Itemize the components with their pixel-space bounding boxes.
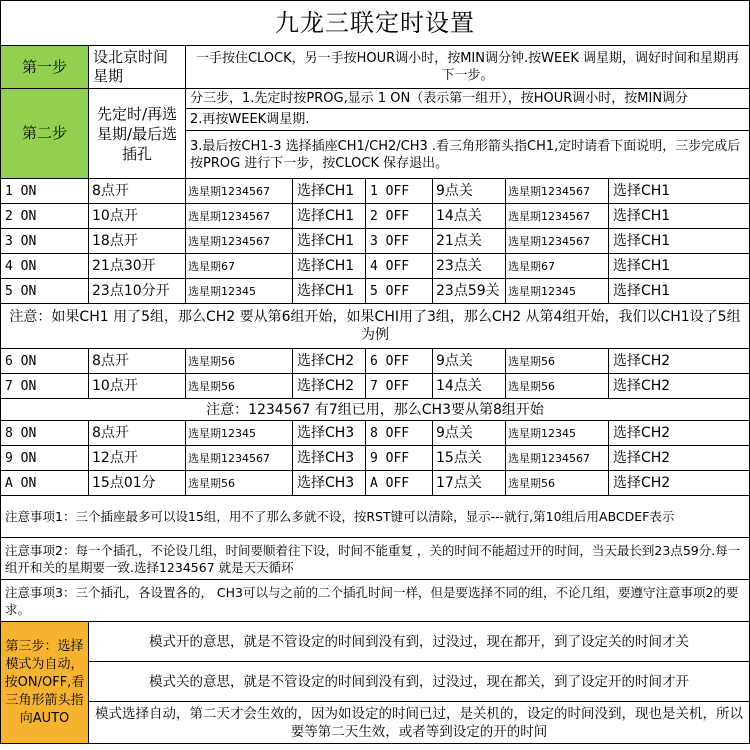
timer-groups-ch2 [1, 349, 750, 399]
timer-group-row [1, 421, 750, 446]
on-time: 12点开 [89, 446, 186, 471]
off-channel: 选择CH2 [609, 446, 750, 471]
group-on-label: 1 ON [1, 179, 89, 204]
off-weekdays: 选星期56 [506, 471, 609, 496]
note-ch3-section [1, 399, 750, 421]
on-time: 8点开 [89, 179, 186, 204]
group-off-label: 5 OFF [366, 279, 433, 304]
off-weekdays: 选星期1234567 [506, 229, 609, 254]
group-on-label: A ON [1, 471, 89, 496]
group-off-label: 7 OFF [366, 374, 433, 399]
group-off-label: 4 OFF [366, 254, 433, 279]
timer-group-row [1, 229, 750, 254]
off-weekdays: 选星期67 [506, 254, 609, 279]
note-item-3: 注意事项3：三个插孔，各设置各的， CH3可以与之前的二个插孔时间一样，但是要选择不同的组，不论几组，要遵守注意事项2的要求。 [1, 580, 750, 622]
step3-row-2 [1, 662, 750, 702]
group-on-label: 5 ON [1, 279, 89, 304]
off-time: 14点关 [433, 374, 506, 399]
mode-auto-explanation: 模式选择自动，第二天才会生效的，因为如设定的时间已过，是关机的，设定的时间没到，现也是关机，所以要等第二天生效，或者等到设定的开的时间 [89, 702, 750, 744]
off-time: 9点关 [433, 349, 506, 374]
timer-groups-ch3 [1, 421, 750, 496]
on-channel: 选择CH3 [293, 421, 366, 446]
off-time: 23点关 [433, 254, 506, 279]
group-off-label: 1 OFF [366, 179, 433, 204]
page-title: 九龙三联定时设置 [1, 1, 750, 46]
on-weekdays: 选星期1234567 [186, 446, 293, 471]
on-channel: 选择CH3 [293, 446, 366, 471]
note-ch2-section [1, 304, 750, 349]
mode-off-explanation: 模式关的意思，就是不管设定的时间到没有到，过没过，现在都关，到了设定开的时间才开 [89, 662, 750, 702]
on-time: 10点开 [89, 374, 186, 399]
timer-group-row [1, 204, 750, 229]
group-on-label: 3 ON [1, 229, 89, 254]
on-weekdays: 选星期56 [186, 349, 293, 374]
on-time: 21点30开 [89, 254, 186, 279]
step2-row-1 [1, 89, 750, 109]
group-off-label: 3 OFF [366, 229, 433, 254]
on-time: 18点开 [89, 229, 186, 254]
note-row-2 [1, 538, 750, 580]
on-channel: 选择CH1 [293, 204, 366, 229]
off-weekdays: 选星期1234567 [506, 204, 609, 229]
off-time: 23点59关 [433, 279, 506, 304]
off-channel: 选择CH2 [609, 374, 750, 399]
on-weekdays: 选星期1234567 [186, 179, 293, 204]
off-time: 9点关 [433, 179, 506, 204]
off-time: 21点关 [433, 229, 506, 254]
on-weekdays: 选星期67 [186, 254, 293, 279]
off-time: 17点关 [433, 471, 506, 496]
on-weekdays: 选星期56 [186, 374, 293, 399]
group-off-label: A OFF [366, 471, 433, 496]
group-on-label: 8 ON [1, 421, 89, 446]
timer-group-row [1, 254, 750, 279]
group-on-label: 7 ON [1, 374, 89, 399]
on-weekdays: 选星期12345 [186, 421, 293, 446]
step2-line-3: 3.最后按CH1-3 选择插座CH1/CH2/CH3 .看三角形箭头指CH1,定时请看下面说明，三步完成后按PROG 进行下一步，按CLOCK 保存退出。 [186, 131, 750, 179]
off-time: 9点关 [433, 421, 506, 446]
note-row-3 [1, 580, 750, 622]
on-time: 8点开 [89, 421, 186, 446]
step2-line-2: 2.再按WEEK调星期. [186, 109, 750, 131]
step1-description: 一手按住CLOCK，另一手按HOUR调小时，按MIN调分钟.按WEEK 调星期，调好时间和星期再下一步。 [186, 46, 750, 89]
off-channel: 选择CH1 [609, 279, 750, 304]
note-ch2-row [1, 304, 750, 349]
step3-label: 第三步：选择模式为自动，按ON/OFF,看三角形箭头指向AUTO [1, 622, 89, 744]
step3-row-1 [1, 622, 750, 662]
on-channel: 选择CH3 [293, 471, 366, 496]
off-time: 15点关 [433, 446, 506, 471]
group-on-label: 4 ON [1, 254, 89, 279]
off-time: 14点关 [433, 204, 506, 229]
step3-row-3 [1, 702, 750, 744]
step2-line-1: 分三步，1.先定时按PROG,显示 1 ON（表示第一组开），按HOUR调小时，按MIN调分 [186, 89, 750, 109]
mode-on-explanation: 模式开的意思，就是不管设定的时间到没有到，过没过，现在都开，到了设定关的时间才关 [89, 622, 750, 662]
off-channel: 选择CH2 [609, 349, 750, 374]
on-time: 8点开 [89, 349, 186, 374]
on-weekdays: 选星期12345 [186, 279, 293, 304]
group-on-label: 6 ON [1, 349, 89, 374]
group-on-label: 2 ON [1, 204, 89, 229]
step1-row [1, 46, 750, 89]
group-off-label: 8 OFF [366, 421, 433, 446]
group-off-label: 9 OFF [366, 446, 433, 471]
header-section [1, 1, 750, 179]
group-off-label: 6 OFF [366, 349, 433, 374]
off-weekdays: 选星期12345 [506, 279, 609, 304]
note-row-1 [1, 496, 750, 538]
note-item-1: 注意事项1：三个插座最多可以设15组，用不了那么多就不设，按RST键可以清除，显示---就行,第10组后用ABCDEF表示 [1, 496, 750, 538]
timer-group-row [1, 471, 750, 496]
timer-group-row [1, 279, 750, 304]
on-channel: 选择CH1 [293, 229, 366, 254]
off-channel: 选择CH2 [609, 421, 750, 446]
note-ch3-row [1, 399, 750, 421]
note-item-2: 注意事项2：每一个插孔，不论设几组，时间要顺着往下设，时间不能重复 ，关的时间不能超过开的时间，当天最长到23点59分.每一组开和关的星期要一致.选择1234567 就是天天循环 [1, 538, 750, 580]
off-weekdays: 选星期1234567 [506, 446, 609, 471]
timer-groups-ch1 [1, 179, 750, 304]
timer-group-row [1, 374, 750, 399]
step1-label: 第一步 [1, 46, 89, 89]
off-weekdays: 选星期56 [506, 349, 609, 374]
step2-label: 第二步 [1, 89, 89, 179]
off-channel: 选择CH1 [609, 204, 750, 229]
off-weekdays: 选星期12345 [506, 421, 609, 446]
on-time: 10点开 [89, 204, 186, 229]
off-channel: 选择CH1 [609, 254, 750, 279]
on-weekdays: 选星期1234567 [186, 204, 293, 229]
on-time: 23点10分开 [89, 279, 186, 304]
on-weekdays: 选星期1234567 [186, 229, 293, 254]
step2-task: 先定时/再选星期/最后选插孔 [89, 89, 186, 179]
off-weekdays: 选星期1234567 [506, 179, 609, 204]
on-channel: 选择CH1 [293, 179, 366, 204]
timer-group-row [1, 349, 750, 374]
notes-section [1, 496, 750, 744]
note-ch2-start: 注意：如果CH1 用了5组，那么CH2 要从第6组开始，如果CHI用了3组，那么CH2 从第4组开始，我们以CH1设了5组为例 [1, 304, 750, 349]
group-off-label: 2 OFF [366, 204, 433, 229]
title-row [1, 1, 750, 46]
on-channel: 选择CH1 [293, 279, 366, 304]
on-channel: 选择CH2 [293, 349, 366, 374]
off-channel: 选择CH1 [609, 229, 750, 254]
on-channel: 选择CH1 [293, 254, 366, 279]
on-channel: 选择CH2 [293, 374, 366, 399]
timer-group-row [1, 179, 750, 204]
on-weekdays: 选星期56 [186, 471, 293, 496]
note-ch3-start: 注意：1234567 有7组已用，那么CH3要从第8组开始 [1, 399, 750, 421]
off-channel: 选择CH1 [609, 179, 750, 204]
step1-task: 设北京时间星期 [89, 46, 186, 89]
group-on-label: 9 ON [1, 446, 89, 471]
on-time: 15点01分 [89, 471, 186, 496]
off-channel: 选择CH2 [609, 471, 750, 496]
off-weekdays: 选星期56 [506, 374, 609, 399]
timer-group-row [1, 446, 750, 471]
